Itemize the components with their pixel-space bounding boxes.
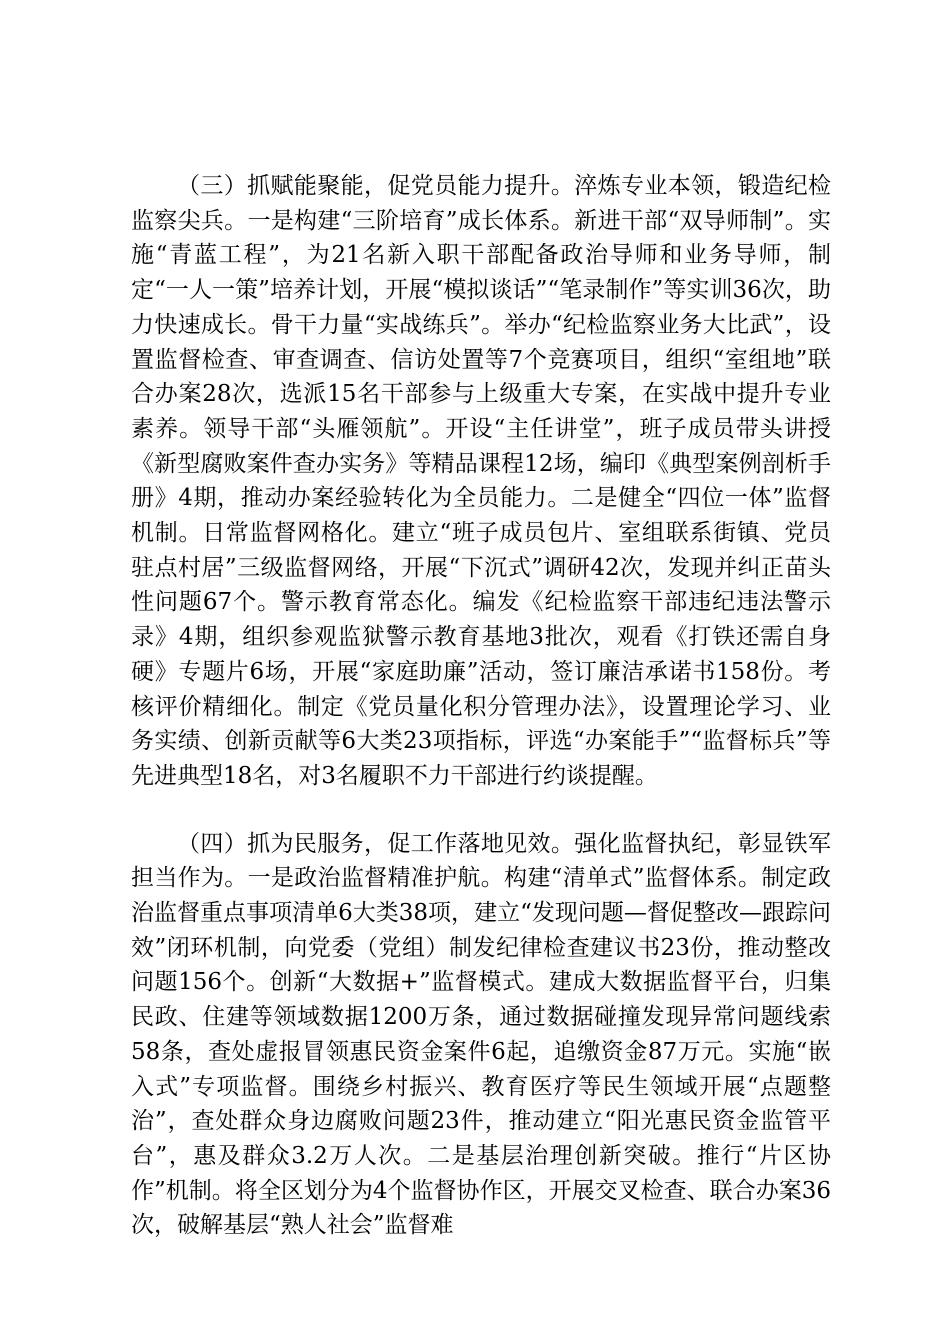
paragraph-section-3: （三）抓赋能聚能，促党员能力提升。淬炼专业本领，锻造纪检监察尖兵。一是构建“三阶培育”成长体系。新进干部“双导师制”。实施“青蓝工程”，为21名新入职干部配备政治导师和业务导师，制定“一人一策”培养计划，开展“模拟谈话”“笔录制作”等实训36次，助力快速成长。骨干力量“实战练兵”。举办“纪检监察业务大比武”，设置监督检查、审查调查、信访处置等7个竞赛项目，组织“室组地”联合办案28次，选派15名干部参与上级重大专案，在实战中提升专业素养。领导干部“头雁领航”。开设“主任讲堂”，班子成员带头讲授《新型腐败案件查办实务》等精品课程12场，编印《典型案例剖析手册》4期，推动办案经验转化为全员能力。二是健全“四位一体”监督机制。日常监督网格化。建立“班子成员包片、室组联系街镇、党员驻点村居”三级监督网络，开展“下沉式”调研42次，发现并纠正苗头性问题67个。警示教育常态化。编发《纪检监察干部违纪违法警示录》4期，组织参观监狱警示教育基地3批次，观看《打铁还需自身硬》专题片6场，开展“家庭助廉”活动，签订廉洁承诺书158份。考核评价精细化。制定《党员量化积分管理办法》，设置理论学习、业务实绩、创新贡献等6大类23项指标，评选“办案能手”“监督标兵”等先进典型18名，对3名履职不力干部进行约谈提醒。: [131, 173, 831, 789]
document-page: [131, 169, 831, 1243]
paragraph-section-4: （四）抓为民服务，促工作落地见效。强化监督执纪，彰显铁军担当作为。一是政治监督精准护航。构建“清单式”监督体系。制定政治监督重点事项清单6大类38项，建立“发现问题—督促整改—跟踪问效”闭环机制，向党委（党组）制发纪律检查建议书23份，推动整改问题156个。创新“大数据+”监督模式。建成大数据监督平台，归集民政、住建等领域数据1200万条，通过数据碰撞发现异常问题线索58条，查处虚报冒领惠民资金案件6起，追缴资金87万元。实施“嵌入式”专项监督。围绕乡村振兴、教育医疗等民生领域开展“点题整治”，查处群众身边腐败问题23件，推动建立“阳光惠民资金监管平台”，惠及群众3.2万人次。二是基层治理创新突破。推行“片区协作”机制。将全区划分为4个监督协作区，开展交叉检查、联合办案36次，破解基层“熟人社会”监督难: [131, 830, 831, 1239]
